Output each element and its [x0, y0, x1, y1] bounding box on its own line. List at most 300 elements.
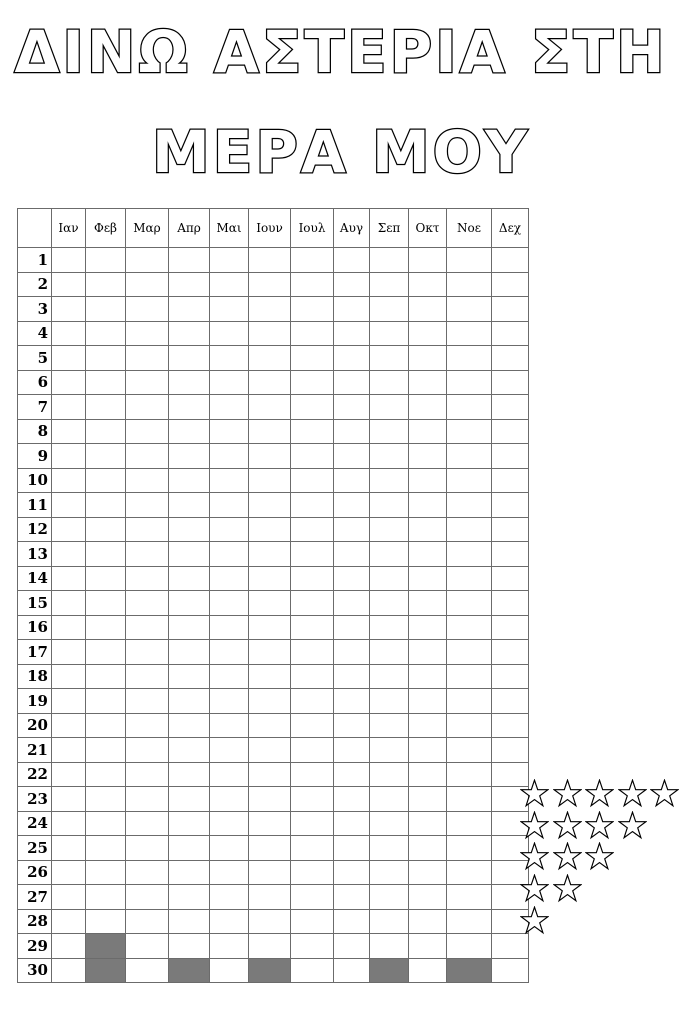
star-cell[interactable] — [492, 517, 529, 542]
star-cell[interactable] — [169, 640, 210, 665]
star-cell[interactable] — [492, 958, 529, 983]
star-cell[interactable] — [249, 738, 291, 763]
star-cell[interactable] — [409, 419, 447, 444]
star-cell[interactable] — [52, 321, 86, 346]
star-cell[interactable] — [86, 248, 126, 273]
star-cell[interactable] — [210, 664, 249, 689]
star-cell[interactable] — [492, 297, 529, 322]
star-cell[interactable] — [447, 395, 492, 420]
star-cell[interactable] — [86, 297, 126, 322]
star-cell[interactable] — [334, 444, 370, 469]
star-cell[interactable] — [409, 689, 447, 714]
star-cell[interactable] — [126, 591, 169, 616]
star-cell[interactable] — [52, 787, 86, 812]
star-cell[interactable] — [291, 321, 334, 346]
star-cell[interactable] — [447, 885, 492, 910]
star-cell[interactable] — [210, 395, 249, 420]
star-cell[interactable] — [210, 811, 249, 836]
star-cell[interactable] — [409, 272, 447, 297]
star-cell[interactable] — [334, 542, 370, 567]
star-cell[interactable] — [52, 444, 86, 469]
star-cell[interactable] — [52, 370, 86, 395]
star-cell[interactable] — [169, 591, 210, 616]
star-cell[interactable] — [370, 738, 409, 763]
star-cell[interactable] — [409, 542, 447, 567]
star-cell[interactable] — [52, 811, 86, 836]
star-cell[interactable] — [409, 517, 447, 542]
star-cell[interactable] — [370, 640, 409, 665]
star-cell[interactable] — [370, 787, 409, 812]
star-cell[interactable] — [370, 517, 409, 542]
star-cell[interactable] — [492, 248, 529, 273]
star-cell[interactable] — [126, 811, 169, 836]
star-cell[interactable] — [249, 713, 291, 738]
star-cell[interactable] — [86, 640, 126, 665]
star-cell[interactable] — [169, 811, 210, 836]
star-cell[interactable] — [169, 885, 210, 910]
star-cell[interactable] — [409, 738, 447, 763]
star-cell[interactable] — [126, 738, 169, 763]
star-cell[interactable] — [86, 419, 126, 444]
star-cell[interactable] — [126, 542, 169, 567]
star-cell[interactable] — [52, 689, 86, 714]
star-cell[interactable] — [409, 958, 447, 983]
star-cell[interactable] — [291, 909, 334, 934]
star-cell[interactable] — [291, 934, 334, 959]
star-cell[interactable] — [409, 444, 447, 469]
star-cell[interactable] — [126, 346, 169, 371]
star-cell[interactable] — [291, 297, 334, 322]
star-cell[interactable] — [52, 419, 86, 444]
star-cell[interactable] — [169, 713, 210, 738]
star-cell[interactable] — [249, 248, 291, 273]
star-cell[interactable] — [210, 787, 249, 812]
star-cell[interactable] — [334, 419, 370, 444]
star-cell[interactable] — [86, 566, 126, 591]
star-cell[interactable] — [52, 713, 86, 738]
star-cell[interactable] — [52, 836, 86, 861]
star-cell[interactable] — [86, 689, 126, 714]
star-cell[interactable] — [334, 468, 370, 493]
star-cell[interactable] — [126, 787, 169, 812]
star-cell[interactable] — [210, 321, 249, 346]
star-cell[interactable] — [169, 297, 210, 322]
star-cell[interactable] — [334, 664, 370, 689]
star-cell[interactable] — [210, 468, 249, 493]
star-cell[interactable] — [447, 419, 492, 444]
star-cell[interactable] — [334, 591, 370, 616]
star-cell[interactable] — [126, 909, 169, 934]
star-cell[interactable] — [370, 885, 409, 910]
star-cell[interactable] — [126, 468, 169, 493]
star-cell[interactable] — [291, 689, 334, 714]
star-cell[interactable] — [126, 958, 169, 983]
star-cell[interactable] — [52, 934, 86, 959]
star-cell[interactable] — [169, 468, 210, 493]
star-cell[interactable] — [370, 713, 409, 738]
star-cell[interactable] — [249, 346, 291, 371]
star-cell[interactable] — [409, 493, 447, 518]
star-cell[interactable] — [334, 566, 370, 591]
star-cell[interactable] — [291, 566, 334, 591]
star-cell[interactable] — [492, 346, 529, 371]
star-cell[interactable] — [126, 689, 169, 714]
star-cell[interactable] — [492, 444, 529, 469]
star-cell[interactable] — [86, 370, 126, 395]
star-cell[interactable] — [447, 566, 492, 591]
star-cell[interactable] — [409, 934, 447, 959]
star-cell[interactable] — [169, 738, 210, 763]
star-cell[interactable] — [126, 762, 169, 787]
star-cell[interactable] — [291, 615, 334, 640]
star-cell[interactable] — [334, 297, 370, 322]
star-cell[interactable] — [169, 370, 210, 395]
star-cell[interactable] — [249, 493, 291, 518]
star-cell[interactable] — [334, 934, 370, 959]
star-cell[interactable] — [86, 542, 126, 567]
star-cell[interactable] — [492, 615, 529, 640]
star-cell[interactable] — [492, 664, 529, 689]
star-cell[interactable] — [409, 395, 447, 420]
star-cell[interactable] — [86, 272, 126, 297]
star-cell[interactable] — [210, 909, 249, 934]
star-cell[interactable] — [126, 419, 169, 444]
star-cell[interactable] — [126, 297, 169, 322]
star-cell[interactable] — [291, 860, 334, 885]
star-cell[interactable] — [447, 517, 492, 542]
star-cell[interactable] — [249, 836, 291, 861]
star-cell[interactable] — [492, 419, 529, 444]
star-cell[interactable] — [370, 689, 409, 714]
star-cell[interactable] — [249, 517, 291, 542]
star-cell[interactable] — [334, 860, 370, 885]
star-cell[interactable] — [291, 762, 334, 787]
star-cell[interactable] — [370, 493, 409, 518]
star-cell[interactable] — [447, 909, 492, 934]
star-cell[interactable] — [86, 493, 126, 518]
star-cell[interactable] — [52, 640, 86, 665]
star-cell[interactable] — [169, 762, 210, 787]
star-cell[interactable] — [169, 664, 210, 689]
star-cell[interactable] — [447, 248, 492, 273]
star-cell[interactable] — [249, 934, 291, 959]
star-cell[interactable] — [86, 762, 126, 787]
star-cell[interactable] — [370, 811, 409, 836]
star-cell[interactable] — [447, 468, 492, 493]
star-cell[interactable] — [370, 297, 409, 322]
star-cell[interactable] — [334, 640, 370, 665]
star-cell[interactable] — [370, 664, 409, 689]
star-cell[interactable] — [447, 444, 492, 469]
star-cell[interactable] — [86, 615, 126, 640]
star-cell[interactable] — [370, 419, 409, 444]
star-cell[interactable] — [492, 321, 529, 346]
star-cell[interactable] — [52, 860, 86, 885]
star-cell[interactable] — [447, 713, 492, 738]
star-cell[interactable] — [169, 836, 210, 861]
star-cell[interactable] — [492, 689, 529, 714]
star-cell[interactable] — [249, 272, 291, 297]
star-cell[interactable] — [492, 738, 529, 763]
star-cell[interactable] — [409, 811, 447, 836]
star-cell[interactable] — [126, 370, 169, 395]
star-cell[interactable] — [492, 542, 529, 567]
star-cell[interactable] — [492, 493, 529, 518]
star-cell[interactable] — [334, 738, 370, 763]
star-cell[interactable] — [169, 909, 210, 934]
star-cell[interactable] — [334, 493, 370, 518]
star-cell[interactable] — [210, 591, 249, 616]
star-cell[interactable] — [86, 346, 126, 371]
star-cell[interactable] — [169, 860, 210, 885]
star-cell[interactable] — [409, 909, 447, 934]
star-cell[interactable] — [126, 566, 169, 591]
star-cell[interactable] — [409, 566, 447, 591]
star-cell[interactable] — [52, 909, 86, 934]
star-cell[interactable] — [291, 836, 334, 861]
star-cell[interactable] — [210, 713, 249, 738]
star-cell[interactable] — [447, 934, 492, 959]
star-cell[interactable] — [169, 615, 210, 640]
star-cell[interactable] — [126, 885, 169, 910]
star-cell[interactable] — [492, 591, 529, 616]
star-cell[interactable] — [210, 689, 249, 714]
star-cell[interactable] — [52, 493, 86, 518]
star-cell[interactable] — [169, 689, 210, 714]
star-cell[interactable] — [334, 346, 370, 371]
star-cell[interactable] — [52, 885, 86, 910]
star-cell[interactable] — [169, 934, 210, 959]
star-cell[interactable] — [210, 566, 249, 591]
star-cell[interactable] — [52, 958, 86, 983]
star-cell[interactable] — [370, 272, 409, 297]
star-cell[interactable] — [126, 395, 169, 420]
star-cell[interactable] — [126, 444, 169, 469]
star-cell[interactable] — [447, 370, 492, 395]
star-cell[interactable] — [249, 542, 291, 567]
star-cell[interactable] — [52, 248, 86, 273]
star-cell[interactable] — [169, 493, 210, 518]
star-cell[interactable] — [409, 885, 447, 910]
star-cell[interactable] — [126, 836, 169, 861]
star-cell[interactable] — [409, 297, 447, 322]
star-cell[interactable] — [210, 272, 249, 297]
star-cell[interactable] — [249, 762, 291, 787]
star-cell[interactable] — [169, 444, 210, 469]
star-cell[interactable] — [492, 272, 529, 297]
star-cell[interactable] — [492, 566, 529, 591]
star-cell[interactable] — [291, 493, 334, 518]
star-cell[interactable] — [249, 615, 291, 640]
star-cell[interactable] — [409, 713, 447, 738]
star-cell[interactable] — [210, 615, 249, 640]
star-cell[interactable] — [210, 762, 249, 787]
star-cell[interactable] — [334, 248, 370, 273]
star-cell[interactable] — [210, 958, 249, 983]
star-cell[interactable] — [210, 444, 249, 469]
star-cell[interactable] — [492, 370, 529, 395]
star-cell[interactable] — [249, 468, 291, 493]
star-cell[interactable] — [370, 370, 409, 395]
star-cell[interactable] — [249, 640, 291, 665]
star-cell[interactable] — [210, 885, 249, 910]
star-cell[interactable] — [447, 738, 492, 763]
star-cell[interactable] — [370, 762, 409, 787]
star-cell[interactable] — [52, 272, 86, 297]
star-cell[interactable] — [86, 468, 126, 493]
star-cell[interactable] — [126, 493, 169, 518]
star-cell[interactable] — [169, 787, 210, 812]
star-cell[interactable] — [291, 885, 334, 910]
star-cell[interactable] — [334, 321, 370, 346]
star-cell[interactable] — [210, 542, 249, 567]
star-cell[interactable] — [409, 591, 447, 616]
star-cell[interactable] — [210, 493, 249, 518]
star-cell[interactable] — [291, 419, 334, 444]
star-cell[interactable] — [52, 346, 86, 371]
star-cell[interactable] — [447, 346, 492, 371]
star-cell[interactable] — [334, 615, 370, 640]
star-cell[interactable] — [169, 395, 210, 420]
star-cell[interactable] — [249, 419, 291, 444]
star-cell[interactable] — [249, 689, 291, 714]
star-cell[interactable] — [409, 370, 447, 395]
star-cell[interactable] — [291, 517, 334, 542]
star-cell[interactable] — [370, 934, 409, 959]
star-cell[interactable] — [291, 395, 334, 420]
star-cell[interactable] — [370, 444, 409, 469]
star-cell[interactable] — [169, 419, 210, 444]
star-cell[interactable] — [409, 836, 447, 861]
star-cell[interactable] — [86, 517, 126, 542]
star-cell[interactable] — [447, 762, 492, 787]
star-cell[interactable] — [334, 762, 370, 787]
star-cell[interactable] — [447, 640, 492, 665]
star-cell[interactable] — [291, 811, 334, 836]
star-cell[interactable] — [169, 517, 210, 542]
star-cell[interactable] — [126, 615, 169, 640]
star-cell[interactable] — [210, 517, 249, 542]
star-cell[interactable] — [249, 787, 291, 812]
star-cell[interactable] — [492, 468, 529, 493]
star-cell[interactable] — [210, 836, 249, 861]
star-cell[interactable] — [86, 860, 126, 885]
star-cell[interactable] — [291, 664, 334, 689]
star-cell[interactable] — [334, 689, 370, 714]
star-cell[interactable] — [249, 321, 291, 346]
star-cell[interactable] — [210, 248, 249, 273]
star-cell[interactable] — [409, 615, 447, 640]
star-cell[interactable] — [370, 248, 409, 273]
star-cell[interactable] — [126, 517, 169, 542]
star-cell[interactable] — [210, 934, 249, 959]
star-cell[interactable] — [210, 346, 249, 371]
star-cell[interactable] — [126, 640, 169, 665]
star-cell[interactable] — [370, 836, 409, 861]
star-cell[interactable] — [409, 640, 447, 665]
star-cell[interactable] — [291, 468, 334, 493]
star-cell[interactable] — [86, 787, 126, 812]
star-cell[interactable] — [169, 542, 210, 567]
star-cell[interactable] — [169, 248, 210, 273]
star-cell[interactable] — [409, 664, 447, 689]
star-cell[interactable] — [370, 615, 409, 640]
star-cell[interactable] — [334, 713, 370, 738]
star-cell[interactable] — [249, 909, 291, 934]
star-cell[interactable] — [370, 321, 409, 346]
star-cell[interactable] — [291, 640, 334, 665]
star-cell[interactable] — [334, 811, 370, 836]
star-cell[interactable] — [492, 640, 529, 665]
star-cell[interactable] — [52, 395, 86, 420]
star-cell[interactable] — [249, 395, 291, 420]
star-cell[interactable] — [409, 321, 447, 346]
star-cell[interactable] — [447, 689, 492, 714]
star-cell[interactable] — [52, 591, 86, 616]
star-cell[interactable] — [52, 664, 86, 689]
star-cell[interactable] — [249, 297, 291, 322]
star-cell[interactable] — [86, 591, 126, 616]
star-cell[interactable] — [370, 468, 409, 493]
star-cell[interactable] — [291, 958, 334, 983]
star-cell[interactable] — [334, 958, 370, 983]
star-cell[interactable] — [334, 517, 370, 542]
star-cell[interactable] — [86, 738, 126, 763]
star-cell[interactable] — [447, 664, 492, 689]
star-cell[interactable] — [249, 591, 291, 616]
star-cell[interactable] — [334, 909, 370, 934]
star-cell[interactable] — [86, 444, 126, 469]
star-cell[interactable] — [169, 321, 210, 346]
star-cell[interactable] — [52, 517, 86, 542]
star-cell[interactable] — [291, 444, 334, 469]
star-cell[interactable] — [409, 468, 447, 493]
star-cell[interactable] — [86, 811, 126, 836]
star-cell[interactable] — [370, 542, 409, 567]
star-cell[interactable] — [249, 664, 291, 689]
star-cell[interactable] — [291, 787, 334, 812]
star-cell[interactable] — [447, 321, 492, 346]
star-cell[interactable] — [86, 836, 126, 861]
star-cell[interactable] — [370, 566, 409, 591]
star-cell[interactable] — [291, 248, 334, 273]
star-cell[interactable] — [291, 272, 334, 297]
star-cell[interactable] — [370, 860, 409, 885]
star-cell[interactable] — [86, 321, 126, 346]
star-cell[interactable] — [334, 787, 370, 812]
star-cell[interactable] — [86, 713, 126, 738]
star-cell[interactable] — [210, 860, 249, 885]
star-cell[interactable] — [370, 346, 409, 371]
star-cell[interactable] — [334, 836, 370, 861]
star-cell[interactable] — [126, 860, 169, 885]
star-cell[interactable] — [334, 272, 370, 297]
star-cell[interactable] — [52, 542, 86, 567]
star-cell[interactable] — [291, 738, 334, 763]
star-cell[interactable] — [52, 762, 86, 787]
star-cell[interactable] — [291, 542, 334, 567]
star-cell[interactable] — [126, 934, 169, 959]
star-cell[interactable] — [370, 395, 409, 420]
star-cell[interactable] — [126, 664, 169, 689]
star-cell[interactable] — [334, 885, 370, 910]
star-cell[interactable] — [370, 591, 409, 616]
star-cell[interactable] — [492, 713, 529, 738]
star-cell[interactable] — [86, 909, 126, 934]
star-cell[interactable] — [409, 860, 447, 885]
star-cell[interactable] — [447, 591, 492, 616]
star-cell[interactable] — [52, 738, 86, 763]
